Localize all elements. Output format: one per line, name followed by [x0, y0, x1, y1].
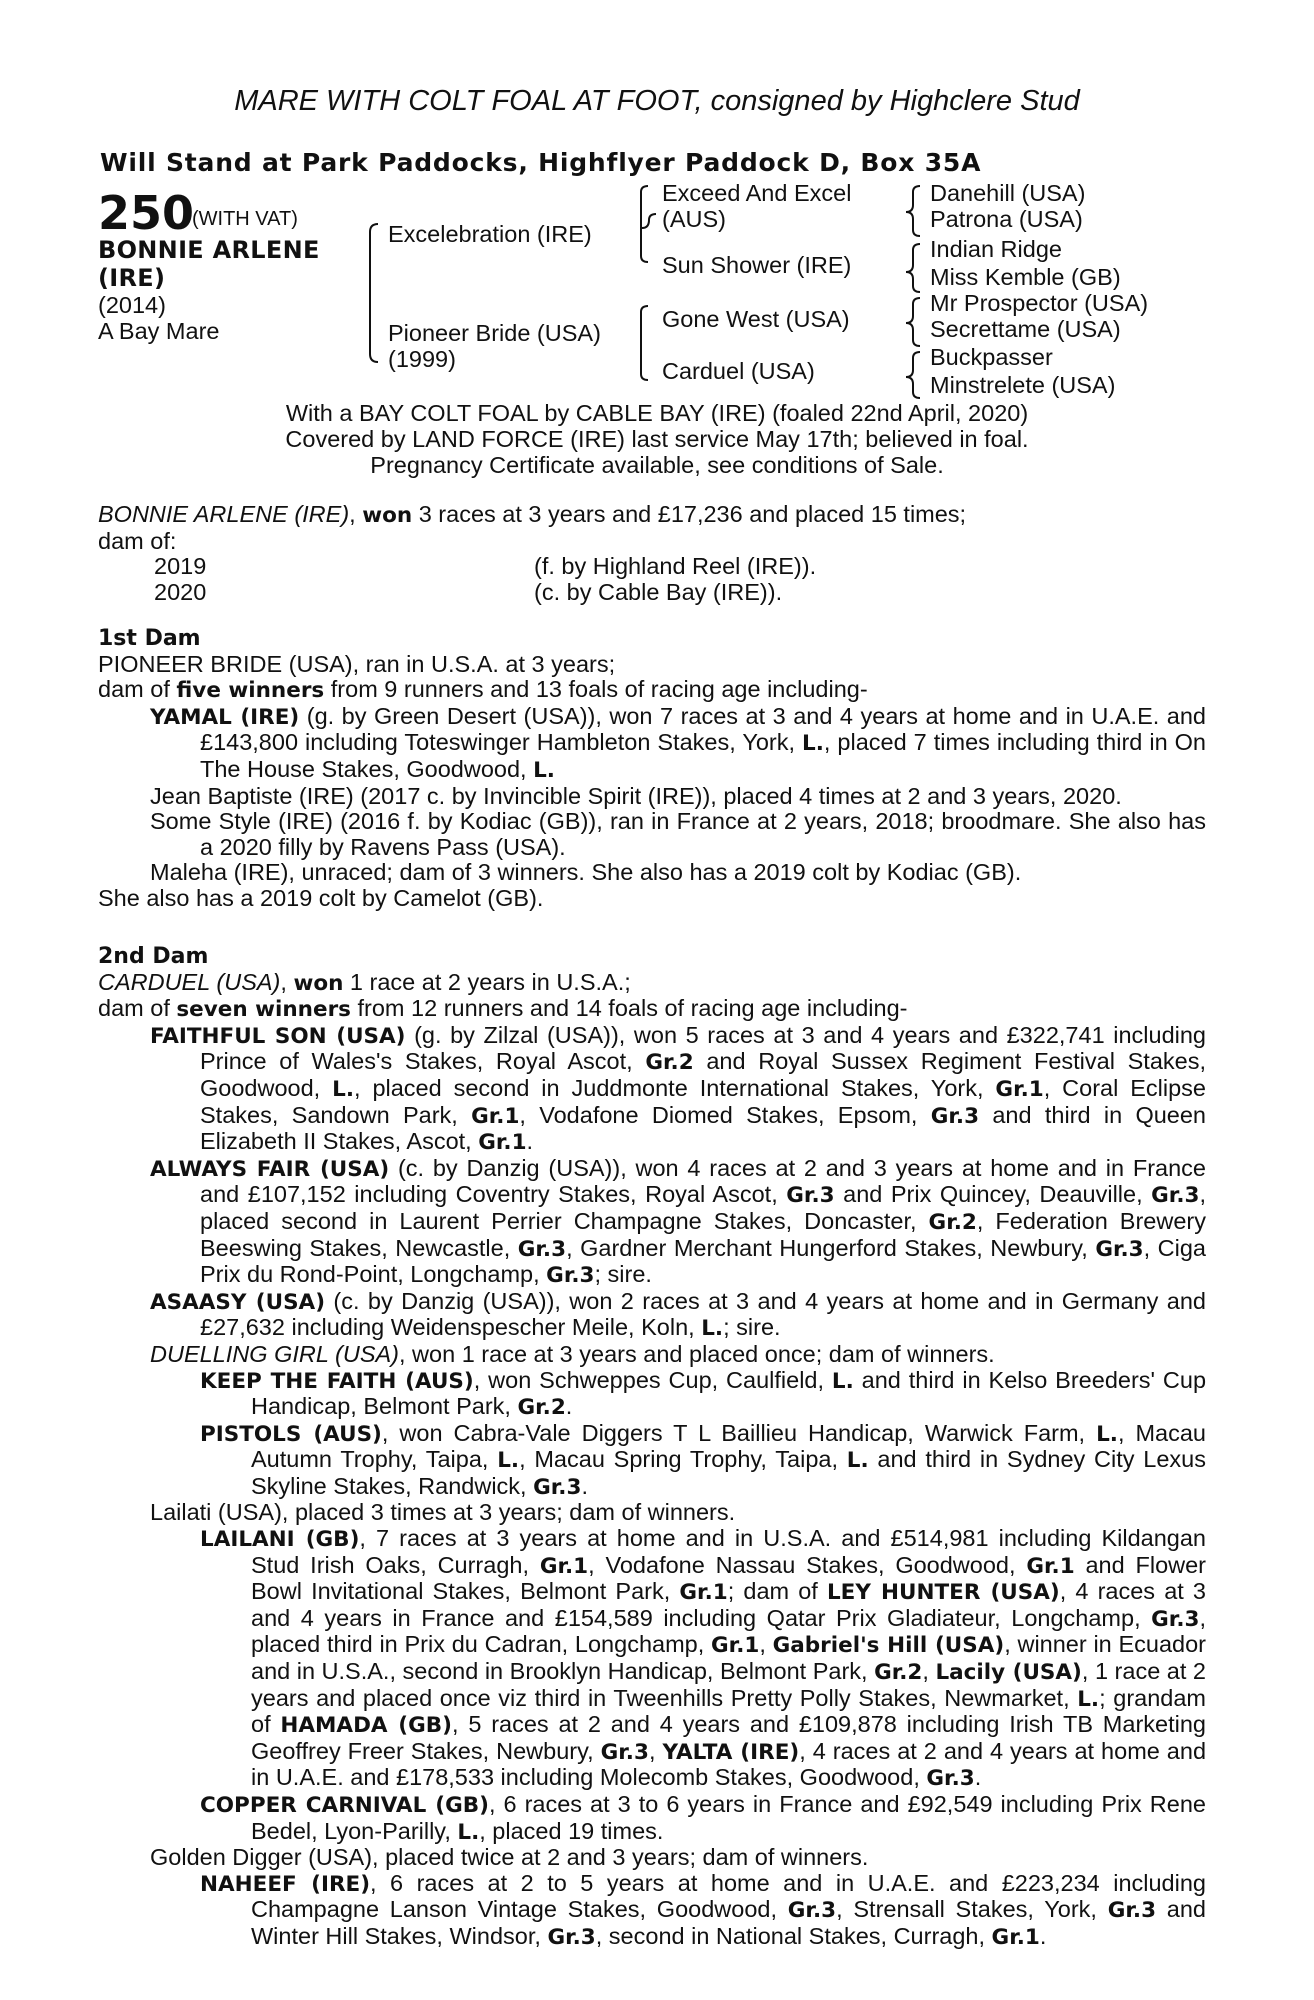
- produce-entry-lailati: Lailati (USA), placed 3 times at 3 years; dam of winners.: [150, 1499, 736, 1526]
- record-won: won: [362, 503, 413, 528]
- pedigree-sds: Indian Ridge: [930, 236, 1062, 262]
- foaling-year: (2014): [98, 292, 166, 318]
- pedigree-dam-year: (1999): [388, 346, 456, 372]
- second-dam-line: CARDUEL (USA), won 1 race at 2 years in U.S.A.;: [98, 968, 631, 996]
- progeny-row: [98, 580, 1206, 606]
- pedigree-sire-sire-origin: (AUS): [662, 206, 726, 232]
- pedigree-dam: Pioneer Bride (USA): [388, 320, 601, 346]
- pedigree-dss: Mr Prospector (USA): [930, 290, 1149, 316]
- produce-entry-yamal: YAMAL (IRE) (g. by Green Desert (USA)), won 7 races at 3 and 4 years at home and in U.A.E. and £143,800 including Toteswinger Hambleton Stakes, York, L., placed 7 times including third in On The House Stakes, Goodwood, L.: [150, 702, 1206, 783]
- horse-name-origin: (IRE): [98, 264, 166, 292]
- pedigree-dam-dam: Carduel (USA): [662, 358, 815, 384]
- vat-label: (WITH VAT): [192, 208, 298, 230]
- horse-description: A Bay Mare: [98, 318, 220, 344]
- foal-note: With a BAY COLT FOAL by CABLE BAY (IRE) (foaled 22nd April, 2020): [285, 400, 1029, 426]
- catalogue-header: MARE WITH COLT FOAL AT FOOT, consigned by Highclere Stud: [234, 85, 1080, 117]
- pedigree-ssd: Patrona (USA): [930, 206, 1083, 232]
- record-text: 3 races at 3 years and £17,236 and placed 15 times;: [412, 501, 967, 527]
- pedigree-sdd: Miss Kemble (GB): [930, 264, 1121, 290]
- first-dam-heading: 1st Dam: [98, 626, 201, 651]
- produce-entry-camelot: She also has a 2019 colt by Camelot (GB).: [98, 884, 544, 911]
- race-record: BONNIE ARLENE (IRE), won 3 races at 3 years and £17,236 and placed 15 times; dam of: 2019 (f. by Highland Reel (IRE)). 2020 (c. by Cable Bay (IRE)).: [98, 502, 1206, 605]
- produce-entry-golden-digger: Golden Digger (USA), placed twice at 2 and 3 years; dam of winners.: [150, 1844, 869, 1871]
- lot-number: 250: [98, 186, 195, 240]
- first-dam-line: PIONEER BRIDE (USA), ran in U.S.A. at 3 years;: [98, 650, 616, 677]
- produce-entry-duelling-girl: DUELLING GIRL (USA), won 1 race at 3 years and placed once; dam of winners.: [150, 1340, 995, 1367]
- produce-entry-jean-baptiste: Jean Baptiste (IRE) (2017 c. by Invincible Spirit (IRE)), placed 4 times at 2 and 3 years, 2020.: [150, 782, 1122, 809]
- produce-entry-some-style: Some Style (IRE) (2016 f. by Kodiac (GB)), ran in France at 2 years, 2018; broodmare. She also has a 2020 filly by Ravens Pass (USA).: [150, 808, 1206, 860]
- produce-entry-faithful-son: FAITHFUL SON (USA) (g. by Zilzal (USA)), won 5 races at 3 and 4 years and £322,741 including Prince of Wales's Stakes, Royal Ascot, Gr.2 and Royal Sussex Regiment Festival Stakes, Goodwood, L., placed second in Juddmonte International Stakes, York, Gr.1, Coral Eclipse Stakes, Sandown Park, Gr.1, Vodafone Diomed Stakes, Epsom, Gr.3 and third in Queen Elizabeth II Stakes, Ascot, Gr.1.: [150, 1021, 1207, 1156]
- horse-name: BONNIE ARLENE: [98, 236, 320, 264]
- pregnancy-note: Pregnancy Certificate available, see conditions of Sale.: [370, 452, 944, 478]
- covering-note: Covered by LAND FORCE (IRE) last service May 17th; believed in foal.: [285, 426, 1029, 452]
- pedigree-sire-sire: Exceed And Excel: [662, 180, 852, 206]
- produce-entry-maleha: Maleha (IRE), unraced; dam of 3 winners. She also has a 2019 colt by Kodiac (GB).: [150, 859, 1022, 886]
- produce-entry-lailani: LAILANI (GB), 7 races at 3 years at home and in U.S.A. and £514,981 including Kildangan Stud Irish Oaks, Curragh, Gr.1, Vodafone Nassau Stakes, Goodwood, Gr.1 and Flower Bowl Invitational Stakes, Belmont Park, Gr.1; dam of LEY HUNTER (USA), 4 races at 3 and 4 years in France and £154,589 including Qatar Prix Gladiateur, Longchamp, Gr.3, placed third in Prix du Cadran, Longchamp, Gr.1, Gabriel's Hill (USA), winner in Ecuador and in U.S.A., second in Brooklyn Handicap, Belmont Park, Gr.2, Lacily (USA), 1 race at 2 years and placed once viz third in Tweenhills Pretty Polly Stakes, Newmarket, L.; grandam of HAMADA (GB), 5 races at 2 and 4 years and £109,878 including Irish TB Marketing Geoffrey Freer Stakes, Newbury, Gr.3, YALTA (IRE), 4 races at 2 and 4 years at home and in U.A.E. and £178,533 including Molecomb Stakes, Goodwood, Gr.3.: [200, 1525, 1207, 1792]
- progeny-row: [98, 554, 1206, 580]
- record-horse-name: BONNIE ARLENE (IRE): [98, 501, 350, 527]
- pedigree-sire: Excelebration (IRE): [388, 221, 592, 247]
- first-dam-produce-summary: dam of five winners from 9 runners and 13 foals of racing age including-: [98, 676, 868, 704]
- produce-entry-always-fair: ALWAYS FAIR (USA) (c. by Danzig (USA)), won 4 races at 2 and 3 years at home and in France and £107,152 including Coventry Stakes, Royal Ascot, Gr.3 and Prix Quincey, Deauville, Gr.3, placed second in Laurent Perrier Champagne Stakes, Doncaster, Gr.2, Federation Brewery Beeswing Stakes, Newcastle, Gr.3, Gardner Merchant Hungerford Stakes, Newbury, Gr.3, Ciga Prix du Rond-Point, Longchamp, Gr.3; sire.: [150, 1154, 1207, 1289]
- second-dam-heading: 2nd Dam: [98, 944, 209, 969]
- pedigree-dam-sire: Gone West (USA): [662, 306, 850, 332]
- stabling-location: Will Stand at Park Paddocks, Highflyer Paddock D, Box 35A: [100, 148, 982, 177]
- pedigree-dds: Buckpasser: [930, 344, 1053, 370]
- dam-of-label: dam of:: [98, 527, 177, 554]
- produce-entry-copper-carnival: COPPER CARNIVAL (GB), 6 races at 3 to 6 years in France and £92,549 including Prix Rene Bedel, Lyon-Parilly, L., placed 19 times.: [200, 1791, 1206, 1845]
- produce-entry-naheef: NAHEEF (IRE), 6 races at 2 to 5 years at home and in U.A.E. and £223,234 including Champagne Lanson Vintage Stakes, Goodwood, Gr.3, Strensall Stakes, York, Gr.3 and Winter Hill Stakes, Windsor, Gr.3, second in National Stakes, Curragh, Gr.1.: [200, 1869, 1206, 1950]
- pedigree-ddd: Minstrelete (USA): [930, 372, 1116, 398]
- progeny-desc: (f. by Highland Reel (IRE)).: [534, 553, 817, 580]
- progeny-year: 2019: [154, 553, 207, 580]
- pedigree-sss: Danehill (USA): [930, 180, 1086, 206]
- second-dam-produce-summary: dam of seven winners from 12 runners and 14 foals of racing age including-: [98, 995, 908, 1023]
- second-dam-section: [98, 944, 1206, 1951]
- progeny-desc: (c. by Cable Bay (IRE)).: [534, 578, 783, 605]
- pedigree-dsd: Secrettame (USA): [930, 316, 1121, 342]
- pedigree-sire-dam: Sun Shower (IRE): [662, 252, 852, 278]
- produce-entry-asaasy: ASAASY (USA) (c. by Danzig (USA)), won 2 races at 3 and 4 years at home and in Germany and £27,632 including Weidenspescher Meile, Koln, L.; sire.: [150, 1287, 1206, 1342]
- progeny-year: 2020: [154, 578, 207, 605]
- first-dam-section: [98, 626, 1206, 912]
- produce-entry-keep-the-faith: KEEP THE FAITH (AUS), won Schweppes Cup, Caulfield, L. and third in Kelso Breeders' Cup Handicap, Belmont Park, Gr.2.: [200, 1366, 1207, 1421]
- produce-entry-pistols: PISTOLS (AUS), won Cabra-Vale Diggers T L Baillieu Handicap, Warwick Farm, L., Macau Autumn Trophy, Taipa, L., Macau Spring Trophy, Taipa, L. and third in Sydney City Lexus Skyline Stakes, Randwick, Gr.3.: [200, 1419, 1206, 1500]
